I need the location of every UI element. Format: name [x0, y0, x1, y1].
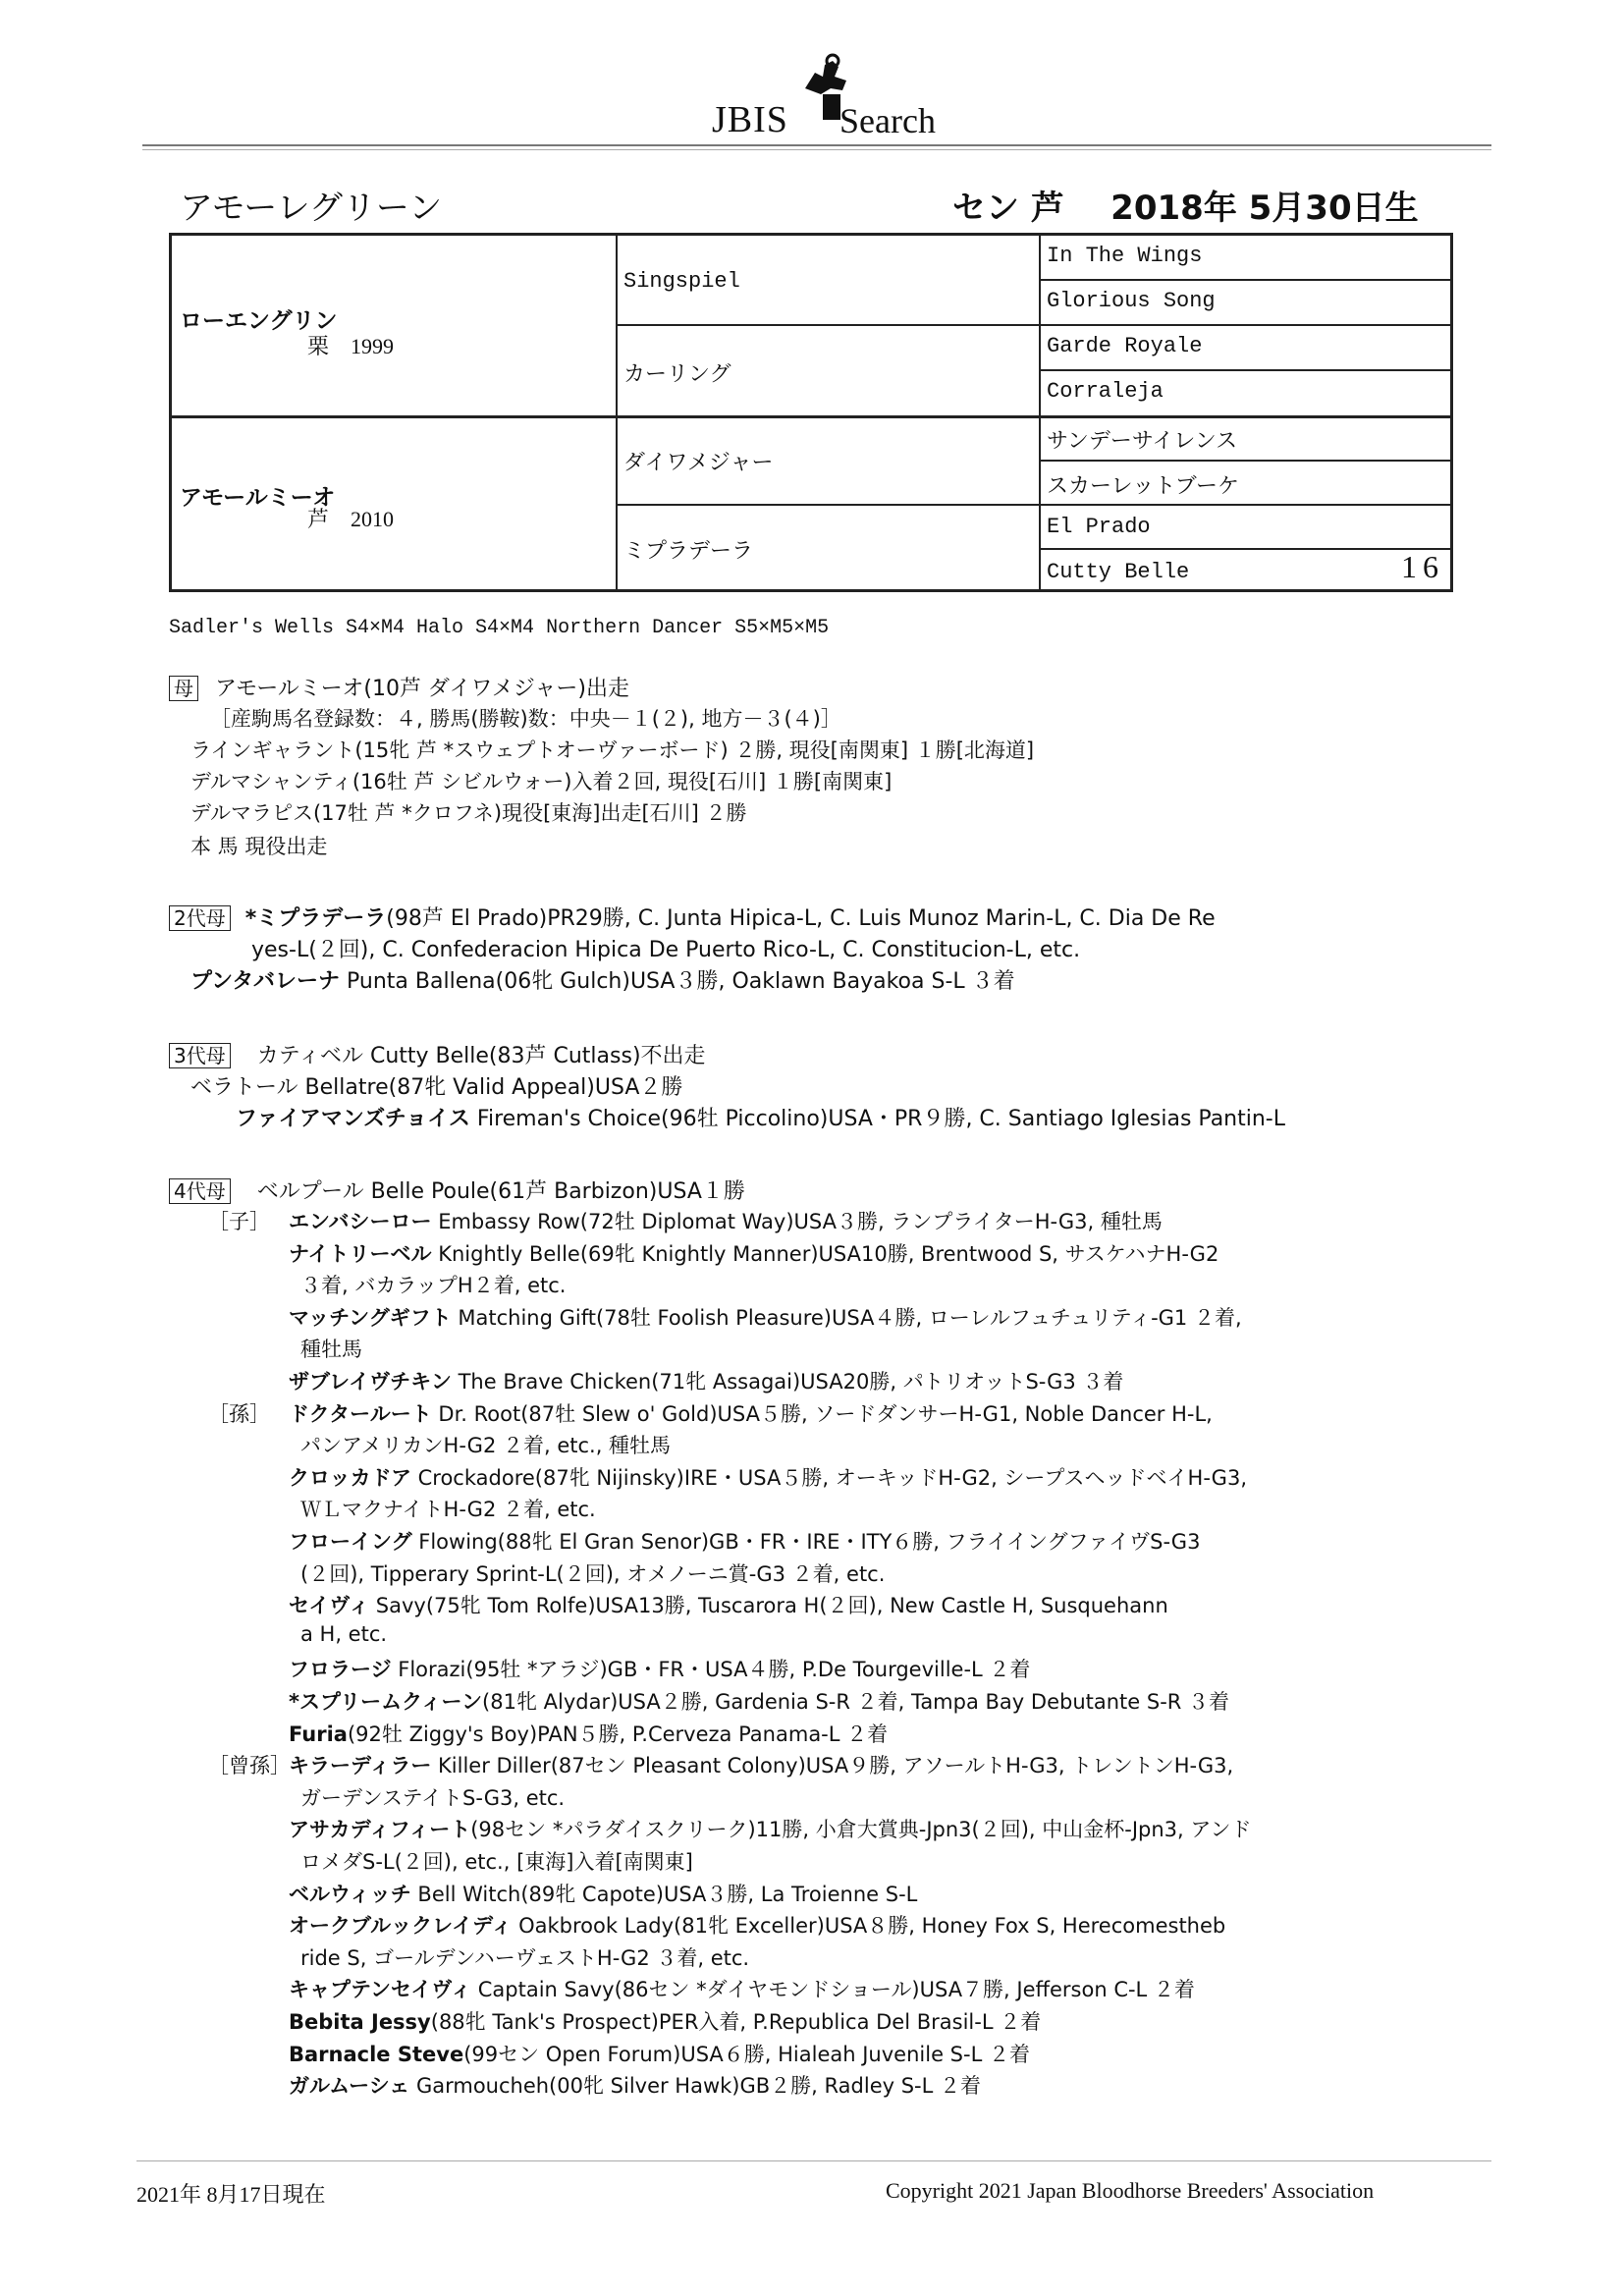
descendant-name: Bebita Jessy [289, 2010, 431, 2034]
gen3-2: Glorious Song [1047, 289, 1216, 313]
sire-name: ローエングリン [180, 308, 338, 334]
descendant-detail: Garmoucheh(00牝 Silver Hawk)GB２勝, Radley S-L ２着 [409, 2074, 981, 2099]
header-rule [142, 144, 1491, 146]
descendant-detail-cont: ロメダS-L(２回), etc., [東海]入着[南関東] [300, 1850, 693, 1874]
descendant-name: セイヴィ [289, 1594, 370, 1618]
fourth-dam-header [169, 1175, 745, 1205]
sire-sire: Singspiel [623, 269, 740, 294]
descendant-name: *スプリームクィーン [289, 1690, 483, 1714]
gen3-7: El Prado [1047, 515, 1151, 539]
descendant-detail: (99セン Open Forum)USA６勝, Hialeah Juvenile S-L ２着 [463, 2042, 1030, 2066]
section-label-third-dam: 3代母 [169, 1043, 231, 1068]
descendant-entry [289, 1366, 1123, 1395]
horse-name: アモーレグリーン [180, 189, 443, 228]
descendant-name: マッチングギフト [289, 1305, 452, 1330]
descendant-detail: Captain Savy(86セン *ダイヤモンドショール)USA７勝, Jefferson C-L ２着 [471, 1978, 1195, 2002]
descendant-detail: (81牝 Alydar)USA２勝, Gardenia S-R ２着, Tampa Bay Debutante S-R ３着 [482, 1690, 1230, 1714]
descendant-name: キラーディラー [289, 1754, 432, 1778]
third-dam-header [169, 1039, 706, 1069]
section-label-second-dam: 2代母 [169, 905, 231, 931]
dam-sire: ダイワメジャー [623, 451, 774, 475]
dam-line-4: デルマシャンティ(16牡 芦 シビルウォー)入着２回, 現役[石川] １勝[南関東] [190, 770, 893, 793]
descendant-detail: Knightly Belle(69牝 Knightly Manner)USA10勝, Brentwood S, サスケハナH-G2 [431, 1241, 1219, 1266]
descendant-name: ガルムーシェ [289, 2074, 410, 2099]
descendant-entry [289, 1206, 1163, 1235]
gen3-5: サンデーサイレンス [1047, 429, 1238, 454]
dam-line-3: ラインギャラント(15牝 芦 *スウェプトオーヴァーボード) ２勝, 現役[南関東] １勝[北海道] [190, 738, 1035, 762]
generation-tag: ［孫］ [208, 1401, 270, 1426]
descendant-entry [289, 1686, 1229, 1716]
descendant-entry [289, 2039, 1030, 2068]
dam-section-header [169, 672, 629, 702]
third-dam-line-2: ベラトール Bellatre(87牝 Valid Appeal)USA２勝 [190, 1075, 683, 1100]
descendant-entry [289, 1590, 1168, 1619]
descendant-detail-cont: 種牡馬 [300, 1338, 362, 1362]
dam-line-5: デルマラピス(17牡 芦 *クロフネ)現役[東海]出走[石川] ２勝 [190, 801, 747, 825]
descendant-name: クロッカドア [289, 1465, 411, 1490]
sire-dam: カーリング [623, 362, 731, 387]
second-dam-line-1: (98芦 El Prado)PR29勝, C. Junta Hipica-L, C. Luis Munoz Marin-L, C. Dia De Re [386, 906, 1216, 931]
descendant-name: Barnacle Steve [289, 2042, 464, 2066]
generation-tag: ［曾孫］ [208, 1754, 291, 1778]
descendant-detail: Flowing(88牝 El Gran Senor)GB・FR・IRE・ITY６勝, フライイングファイヴS-G3 [411, 1530, 1201, 1554]
descendant-name: フロラージ [289, 1658, 392, 1682]
descendant-detail-cont: ガーデンステイトS-G3, etc. [300, 1785, 566, 1810]
descendant-detail: Crockadore(87牝 Nijinsky)IRE・USA５勝, オーキッドH-G2, シープスヘッドベイH-G3, [410, 1465, 1247, 1490]
descendant-entry [289, 1238, 1218, 1268]
dam-name: アモールミーオ [180, 485, 336, 511]
descendant-name: オークブルックレイディ [289, 1914, 513, 1939]
descendant-entry [289, 1302, 1242, 1332]
descendant-detail: Savy(75牝 Tom Rolfe)USA13勝, Tuscarora H(２回), New Castle H, Susquehann [369, 1594, 1168, 1618]
second-dam-offspring-detail: Punta Ballena(06牝 Gulch)USA３勝, Oaklawn Bayakoa S-L ３着 [340, 969, 1015, 994]
sire-detail: 栗 1999 [307, 334, 395, 358]
descendant-name: Furia [289, 1722, 348, 1746]
descendant-detail: Dr. Root(87牡 Slew o' Gold)USA５勝, ソードダンサーH-G1, Noble Dancer H-L, [431, 1401, 1213, 1426]
descendant-detail-cont: ride S, ゴールデンハーヴェストH-G2 ３着, etc. [300, 1945, 750, 1970]
dam-line-2: ［産駒馬名登録数：４, 勝馬(勝鞍)数：中央－１(２), 地方－３(４)］ [210, 707, 841, 731]
descendant-entry [289, 1814, 1252, 1843]
descendant-detail: (92牡 Ziggy's Boy)PAN５勝, P.Cerveza Panama-L ２着 [347, 1722, 889, 1746]
descendant-detail-cont: a H, etc. [300, 1621, 388, 1646]
descendant-name: ドクタールート [289, 1401, 432, 1426]
gen3-8: Cutty Belle [1047, 560, 1190, 584]
descendant-detail: Matching Gift(78牡 Foolish Pleasure)USA４勝, ローレルフュチュリティ-G1 ２着, [451, 1305, 1242, 1330]
descendant-detail: (98セン *パラダイスクリーク)11勝, 小倉大賞典-Jpn3(２回), 中山金杯-Jpn3, アンド [470, 1818, 1252, 1842]
gen3-4: Corraleja [1047, 379, 1164, 404]
footer-date: 2021年 8月17日現在 [136, 2182, 326, 2207]
descendant-entry [289, 2006, 1041, 2036]
third-dam-line-3 [236, 1102, 1285, 1132]
descendant-detail: The Brave Chicken(71牝 Assagai)USA20勝, パトリオットS-G3 ３着 [451, 1370, 1124, 1394]
footer-copyright: Copyright 2021 Japan Bloodhorse Breeders' Association [886, 2178, 1375, 2203]
descendant-entry [289, 1462, 1247, 1492]
third-dam-offspring-name: ファイアマンズチョイス [236, 1107, 470, 1131]
dam-line-1: アモールミーオ(10芦 ダイワメジャー)出走 [215, 677, 629, 701]
second-dam-line-3 [190, 964, 1015, 995]
third-dam-line-1: カティベル Cutty Belle(83芦 Cutlass)不出走 [256, 1044, 706, 1068]
gen3-1: In The Wings [1047, 244, 1203, 268]
descendant-detail: Killer Diller(87セン Pleasant Colony)USA９勝, アソールトH-G3, トレントンH-G3, [431, 1754, 1234, 1778]
descendant-detail: Florazi(95牡 *アラジ)GB・FR・USA４勝, P.De Tourgeville-L ２着 [391, 1658, 1031, 1682]
logo-text-jbis: JBIS [712, 99, 788, 140]
descendant-entry [289, 1974, 1195, 2003]
descendant-detail: Embassy Row(72牡 Diplomat Way)USA３勝, ランプライターH-G3, 種牡馬 [431, 1210, 1163, 1233]
descendant-entry [289, 1654, 1030, 1683]
dam-dam: ミプラデーラ [623, 539, 754, 564]
descendant-detail-cont: (２回), Tipperary Sprint-L(２回), オメノーニ賞-G3 ２着, etc. [300, 1561, 886, 1586]
footer-rule [136, 2160, 1491, 2161]
family-number: 16 [1401, 549, 1444, 584]
descendant-name: アサカディフィート [289, 1818, 471, 1842]
generation-tag: ［子］ [208, 1210, 270, 1233]
descendant-name: キャプテンセイヴィ [289, 1978, 472, 2002]
descendant-detail-cont: ３着, バカラップH２着, etc. [300, 1274, 567, 1298]
descendant-name: フローイング [289, 1530, 412, 1554]
descendant-entry [289, 1910, 1225, 1940]
horse-meta: セン 芦 2018年 5月30日生 [952, 189, 1419, 228]
fourth-dam-line-1: ベルプール Belle Poule(61芦 Barbizon)USA１勝 [256, 1179, 745, 1204]
descendant-detail: Bell Witch(89牝 Capote)USA３勝, La Troienne S-L [410, 1882, 918, 1906]
descendant-name: ベルウィッチ [289, 1882, 411, 1906]
descendant-entry [289, 1879, 917, 1908]
descendant-entry [289, 1719, 888, 1748]
second-dam-name: *ミプラデーラ [244, 906, 387, 931]
second-dam-offspring-name: プンタバレーナ [190, 969, 341, 994]
descendant-entry [289, 1750, 1233, 1779]
descendant-detail-cont: パンアメリカンH-G2 ２着, etc., 種牡馬 [300, 1434, 672, 1458]
descendant-name: ナイトリーベル [289, 1241, 432, 1266]
logo-text-search: Search [839, 101, 936, 140]
descendant-entry [289, 2070, 981, 2100]
dam-line-6: 本 馬 現役出走 [190, 835, 328, 858]
descendant-name: エンバシーロー [289, 1210, 432, 1233]
inbreeding-line: Sadler's Wells S4×M4 Halo S4×M4 Northern Dancer S5×M5×M5 [169, 617, 830, 639]
section-label-fourth-dam: 4代母 [169, 1178, 231, 1204]
third-dam-offspring-detail: Fireman's Choice(96牡 Piccolino)USA・PR９勝, C. Santiago Iglesias Pantin-L [469, 1107, 1286, 1131]
gen3-6: スカーレットブーケ [1047, 474, 1240, 499]
header-rule-thin [142, 149, 1491, 150]
second-dam-header [169, 902, 1216, 932]
second-dam-line-2: yes-L(２回), C. Confederacion Hipica De Puerto Rico-L, C. Constitucion-L, etc. [251, 938, 1081, 962]
dam-detail: 芦 2010 [307, 507, 395, 531]
descendant-detail-cont: ＷＬマクナイトH-G2 ２着, etc. [300, 1498, 596, 1522]
section-label-dam: 母 [169, 676, 198, 701]
jbis-search-logo [712, 51, 947, 139]
descendant-name: ザブレイヴチキン [289, 1370, 452, 1394]
descendant-entry [289, 1398, 1213, 1428]
descendant-detail: (88牝 Tank's Prospect)PER入着, P.Republica Del Brasil-L ２着 [430, 2010, 1042, 2034]
descendant-entry [289, 1526, 1200, 1556]
gen3-3: Garde Royale [1047, 334, 1203, 358]
descendant-detail: Oakbrook Lady(81牝 Exceller)USA８勝, Honey Fox S, Herecomestheb [512, 1914, 1226, 1939]
pedigree-table [169, 233, 1453, 592]
